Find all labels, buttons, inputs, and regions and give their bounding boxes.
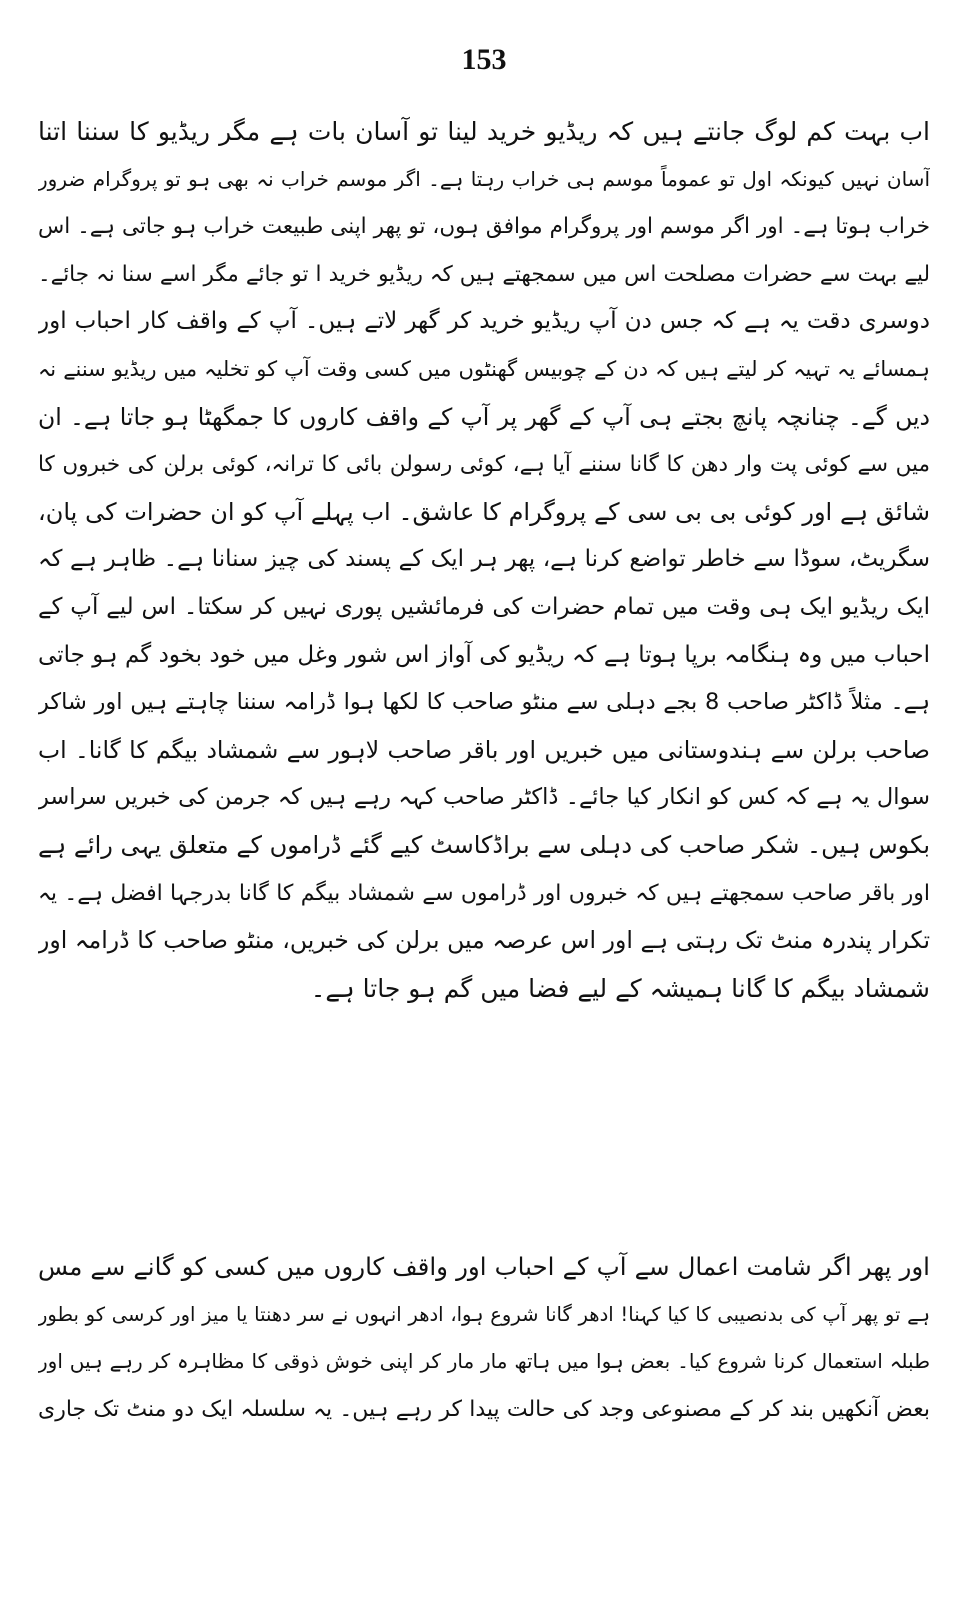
text-line: خراب ہوتا ہے۔ اور اگر موسم اور پروگرام موافق ہوں، تو پھر اپنی طبیعت خراب ہو جاتی ہے۔ اس: [38, 214, 930, 240]
text-line: اور پھر اگر شامت اعمال سے آپ کے احباب اور واقف کاروں میں کسی کو گانے سے مس: [38, 1252, 930, 1281]
text-line: لیے بہت سے حضرات مصلحت اس میں سمجھتے ہیں کہ ریڈیو خرید ا تو جائے مگر اسے سنا نہ جائے۔: [38, 261, 930, 287]
text-line: بعض آنکھیں بند کر کے مصنوعی وجد کی حالت پیدا کر رہے ہیں۔ یہ سلسلہ ایک دو منٹ تک جاری: [38, 1396, 930, 1422]
text-line: طبلہ استعمال کرنا شروع کیا۔ بعض ہوا میں ہاتھ مار مار کر اپنی خوش ذوقی کا مظاہرہ کر رہے ہیں اور: [38, 1349, 930, 1374]
text-line: دیں گے۔ چنانچہ پانچ بجتے ہی آپ کے گھر پر آپ کے واقف کاروں کا جمگھٹا ہو جاتا ہے۔ ان: [38, 402, 930, 431]
text-line: دوسری دقت یہ ہے کہ جس دن آپ ریڈیو خرید کر گھر لاتے ہیں۔ آپ کے واقف کار احباب اور: [38, 308, 930, 335]
text-line: ایک ریڈیو ایک ہی وقت میں تمام حضرات کی فرمائشیں پوری نہیں کر سکتا۔ اس لیے آپ کے: [38, 593, 930, 620]
text-line: بکوس ہیں۔ شکر صاحب کی دہلی سے براڈکاسٹ کیے گئے ڈراموں کے متعلق یہی رائے ہے: [38, 830, 930, 859]
text-line: اور باقر صاحب سمجھتے ہیں کہ خبروں اور ڈراموں سے شمشاد بیگم کا گانا بدرجہا افضل ہے۔ یہ: [38, 880, 930, 906]
text-line: آسان نہیں کیونکہ اول تو عموماً موسم ہی خراب رہتا ہے۔ اگر موسم خراب نہ بھی ہو تو پروگرام ضرور: [38, 166, 930, 191]
paragraph-1: [38, 108, 930, 1012]
text-line: ہمسائے یہ تہیہ کر لیتے ہیں کہ دن کے چوبیس گھنٹوں میں کسی وقت آپ کو تخلیہ میں ریڈیو سننے نہ: [38, 356, 930, 381]
text-line: تکرار پندرہ منٹ تک رہتی ہے اور اس عرصہ میں برلن کی خبریں، منٹو صاحب کا ڈرامہ اور: [38, 926, 930, 955]
text-line: شمشاد بیگم کا گانا ہمیشہ کے لیے فضا میں گم ہو جاتا ہے۔: [310, 973, 930, 1003]
page-number: 153: [461, 43, 507, 76]
paragraph-2: [38, 1243, 930, 1433]
text-line: ہے۔ مثلاً ڈاکٹر صاحب 8 بجے دہلی سے منٹو صاحب کا لکھا ہوا ڈرامہ سننا چاہتے ہیں اور شاکر: [38, 689, 930, 716]
text-line: اب بہت کم لوگ جانتے ہیں کہ ریڈیو خرید لینا تو آسان بات ہے مگر ریڈیو کا سننا اتنا: [38, 117, 930, 146]
text-line: شائق ہے اور کوئی بی بی سی کے پروگرام کا عاشق۔ اب پہلے آپ کو ان حضرات کی پان،: [38, 497, 930, 526]
text-line: میں سے کوئی پت وار دھن کا گانا سننے آیا ہے، کوئی رسولن بائی کا ترانہ، کوئی برلن کی خبروں کا: [38, 452, 930, 478]
text-line: احباب میں وہ ہنگامہ برپا ہوتا ہے کہ ریڈیو کی آواز اس شور وغل میں خود بخود گم ہو جاتی: [38, 641, 930, 668]
text-line: صاحب برلن سے ہندوستانی میں خبریں اور باقر صاحب لاہور سے شمشاد بیگم کا گانا۔ اب: [38, 735, 930, 764]
text-line: ہے تو پھر آپ کی بدنصیبی کا کیا کہنا! ادھر گانا شروع ہوا، ادھر انہوں نے سر دھنتا یا میز اور کرسی کو بطور: [38, 1302, 930, 1326]
text-line: سگریٹ، سوڈا سے خاطر تواضع کرنا ہے، پھر ہر ایک کے پسند کی چیز سنانا ہے۔ ظاہر ہے کہ: [38, 546, 930, 573]
text-line: سوال یہ ہے کہ کس کو انکار کیا جائے۔ ڈاکٹر صاحب کہہ رہے ہیں کہ جرمن کی خبریں سراسر: [38, 784, 930, 811]
